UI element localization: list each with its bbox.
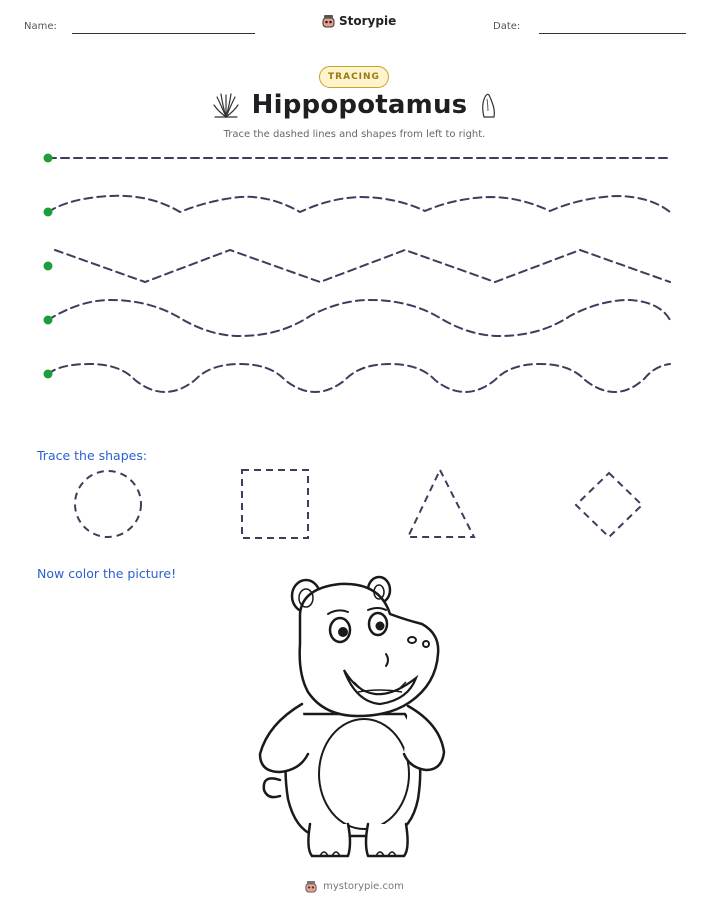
trace-diamond[interactable] <box>576 473 642 537</box>
storypie-logo-icon <box>322 14 335 28</box>
shapes-row <box>0 460 709 550</box>
trace-line-gentle-wave[interactable] <box>48 196 670 212</box>
trace-line-zigzag[interactable] <box>55 250 670 282</box>
page-title: Hippopotamus <box>251 90 468 120</box>
footer-site[interactable]: mystorypie.com <box>323 881 404 892</box>
grass-icon <box>212 91 240 119</box>
name-line[interactable] <box>72 33 255 34</box>
trace-square[interactable] <box>242 470 308 538</box>
start-dot <box>44 316 53 325</box>
brand-logo <box>322 14 396 28</box>
brand-name: Storypie <box>339 14 397 28</box>
trace-triangle[interactable] <box>408 470 474 537</box>
start-dot <box>44 370 53 379</box>
storypie-logo-icon <box>305 880 317 893</box>
tracing-lines <box>0 140 709 400</box>
color-heading: Now color the picture! <box>37 566 177 581</box>
shapes-heading: Trace the shapes: <box>37 448 148 463</box>
tracing-badge: TRACING <box>319 66 389 88</box>
instructions: Trace the dashed lines and shapes from left to right. <box>223 129 486 140</box>
date-line[interactable] <box>539 33 686 34</box>
start-dot <box>44 262 53 271</box>
hippo-coloring-picture[interactable] <box>240 574 460 864</box>
trace-line-steep-wave[interactable] <box>48 364 670 392</box>
start-dot <box>44 208 53 217</box>
start-dot <box>44 154 53 163</box>
name-label: Name: <box>24 21 57 32</box>
footer <box>0 880 709 893</box>
trace-line-wave[interactable] <box>48 300 670 336</box>
date-label: Date: <box>493 21 521 32</box>
trace-circle[interactable] <box>75 471 141 537</box>
title-row <box>0 90 709 120</box>
tooth-icon <box>479 91 497 119</box>
